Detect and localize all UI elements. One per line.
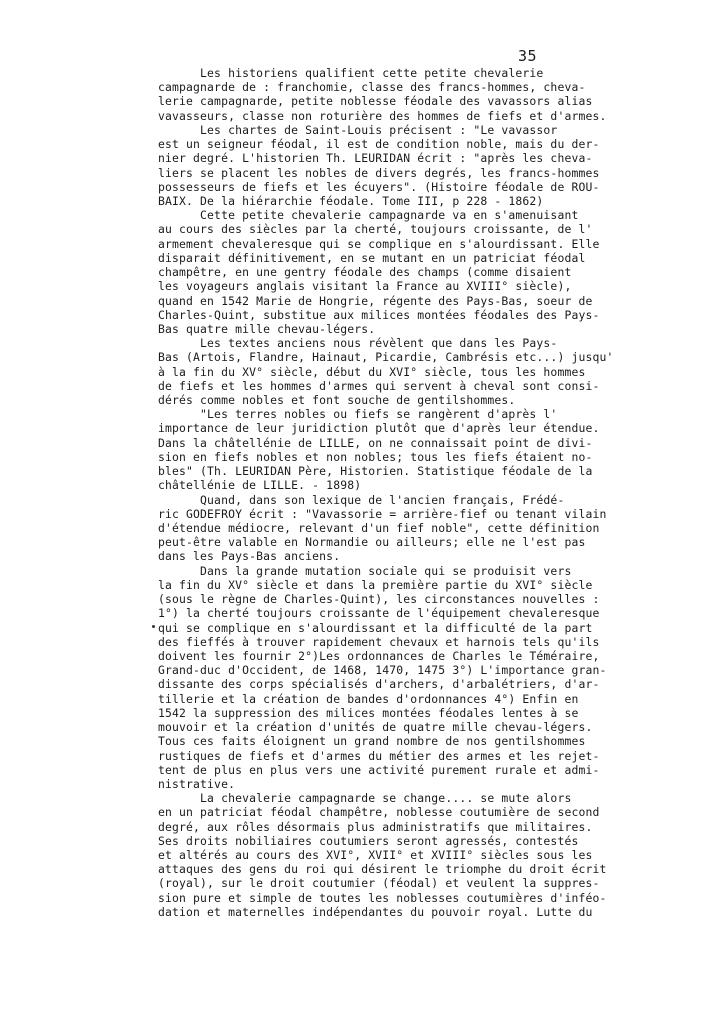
text-line: (royal), sur le droit coutumier (féodal) et veulent la suppres- (158, 876, 600, 891)
text-line: Charles-Quint, substitue aux milices montées féodales des Pays- (158, 307, 600, 322)
text-line: Les chartes de Saint-Louis précisent : "Le vavassor (158, 122, 558, 137)
text-line: BAIX. De la hiérarchie féodale. Tome III, p 228 - 1862) (158, 193, 544, 208)
text-line: Dans la châtellénie de LILLE, on ne connaissait point de divi- (158, 435, 593, 450)
text-line: peut-être valable en Normandie ou ailleurs; elle ne l'est pas (158, 535, 586, 550)
text-line: ric GODEFROY écrit : "Vavassorie = arrière-fief ou tenant vilain (158, 506, 607, 521)
text-line: et altérés au cours des XVI°, XVII° et XVIII° siècles sous les (158, 848, 593, 863)
text-line: Grand-duc d'Occident, de 1468, 1470, 1475 3°) L'importance gran- (158, 663, 607, 678)
text-line: Ses droits nobiliaires coutumiers seront agressés, contestés (158, 833, 579, 848)
text-line: tillerie et la création de bandes d'ordonnances 4°) Enfin en (158, 691, 579, 706)
text-line: Tous ces faits éloignent un grand nombre de nos gentilshommes (158, 734, 586, 749)
page-number: 35 (518, 47, 538, 65)
text-line: attaques des gens du roi qui désirent le triomphe du droit écrit (158, 862, 607, 877)
text-line: la fin du XV° siècle et dans la première partie du XVI° siècle (158, 577, 593, 592)
text-line: champêtre, en une gentry féodale des champs (comme disaient (158, 265, 572, 280)
text-line: dissante des corps spécialisés d'archers, d'arbalétriers, d'ar- (158, 677, 600, 692)
text-line: armement chevaleresque qui se complique en s'alourdissant. Elle (158, 236, 600, 251)
text-line: dation et maternelles indépendantes du pouvoir royal. Lutte du (158, 904, 593, 919)
text-line: bles" (Th. LEURIDAN Père, Historien. Statistique féodale de la (158, 464, 593, 479)
margin-mark (152, 625, 155, 628)
text-line: disparait définitivement, en se mutant en un patriciat féodal (158, 250, 586, 265)
text-line: mouvoir et la création d'unités de quatre mille chevau-légers. (158, 720, 593, 735)
text-line: Bas quatre mille chevau-légers. (158, 321, 376, 336)
text-line: en un patriciat féodal champêtre, noblesse coutumière de second (158, 805, 600, 820)
text-line: tent de plus en plus vers une activité purement rurale et admi- (158, 762, 600, 777)
text-line: quand en 1542 Marie de Hongrie, régente des Pays-Bas, soeur de (158, 293, 593, 308)
text-line: de fiefs et les hommes d'armes qui servent à cheval sont consi- (158, 378, 600, 393)
text-line: rustiques de fiefs et d'armes du métier des armes et les rejet- (158, 748, 600, 763)
text-line: Dans la grande mutation sociale qui se produisit vers (158, 563, 572, 578)
text-line: Cette petite chevalerie campagnarde va en s'amenuisant (158, 208, 579, 223)
text-line: nier degré. L'historien Th. LEURIDAN écrit : "après les cheva- (158, 151, 593, 166)
text-line: d'étendue médiocre, relevant d'un fief noble", cette définition (158, 521, 600, 535)
text-line: châtellénie de LILLE. - 1898) (158, 478, 362, 493)
text-line: liers se placent les nobles de divers degrés, les francs-hommes (158, 165, 600, 180)
text-line: La chevalerie campagnarde se change.... se mute alors (158, 791, 572, 806)
text-line: Les historiens qualifient cette petite chevalerie (158, 66, 544, 80)
text-line: dérés comme nobles et font souche de gentilshommes. (158, 393, 516, 408)
text-line: doivent les fournir 2°)Les ordonnances de Charles le Téméraire, (158, 648, 600, 663)
text-line: Les textes anciens nous révèlent que dans les Pays- (158, 336, 558, 351)
text-line: possesseurs de fiefs et les écuyers". (Histoire féodale de ROU- (158, 179, 600, 194)
text-line: degré, aux rôles désormais plus administratifs que militaires. (158, 819, 593, 834)
text-line: 1°) la cherté toujours croissante de l'équipement chevaleresque (158, 606, 600, 621)
text-line: sion pure et simple de toutes les noblesses coutumières d'inféo- (158, 890, 607, 905)
text-line: à la fin du XV° siècle, début du XVI° siècle, tous les hommes (158, 364, 586, 379)
text-line: campagnarde de : franchomie, classe des francs-hommes, cheva- (158, 80, 586, 95)
text-line: Quand, dans son lexique de l'ancien français, Frédé- (158, 492, 565, 507)
text-line: Bas (Artois, Flandre, Hainaut, Picardie, Cambrésis etc...) jusqu' (158, 350, 614, 365)
text-line: est un seigneur féodal, il est de condition noble, mais du der- (158, 137, 600, 152)
text-line: sion en fiefs nobles et non nobles; tous les fiefs étaient no- (158, 449, 593, 464)
text-line: 1542 la suppression des milices montées féodales lentes à se (158, 705, 579, 720)
text-line: au cours des siècles par la cherté, toujours croissante, de l' (158, 222, 593, 237)
text-line: lerie campagnarde, petite noblesse féodale des vavassors alias (158, 94, 593, 109)
text-line: nistrative. (158, 776, 236, 791)
text-line: "Les terres nobles ou fiefs se rangèrent d'après l' (158, 407, 558, 422)
text-line: qui se complique en s'alourdissant et la difficulté de la part (158, 620, 593, 635)
text-line: vavasseurs, classe non roturière des hommes de fiefs et d'armes. (158, 108, 607, 123)
document-body (158, 66, 698, 919)
text-line: les voyageurs anglais visitant la France au XVIII° siècle), (158, 279, 572, 294)
text-line: importance de leur juridiction plutôt que d'après leur étendue. (158, 421, 600, 436)
text-line: des fieffés à trouver rapidement chevaux et harnois tels qu'ils (158, 634, 600, 649)
text-line: (sous le règne de Charles-Quint), les circonstances nouvelles : (158, 592, 600, 607)
text-line: dans les Pays-Bas anciens. (158, 549, 341, 564)
